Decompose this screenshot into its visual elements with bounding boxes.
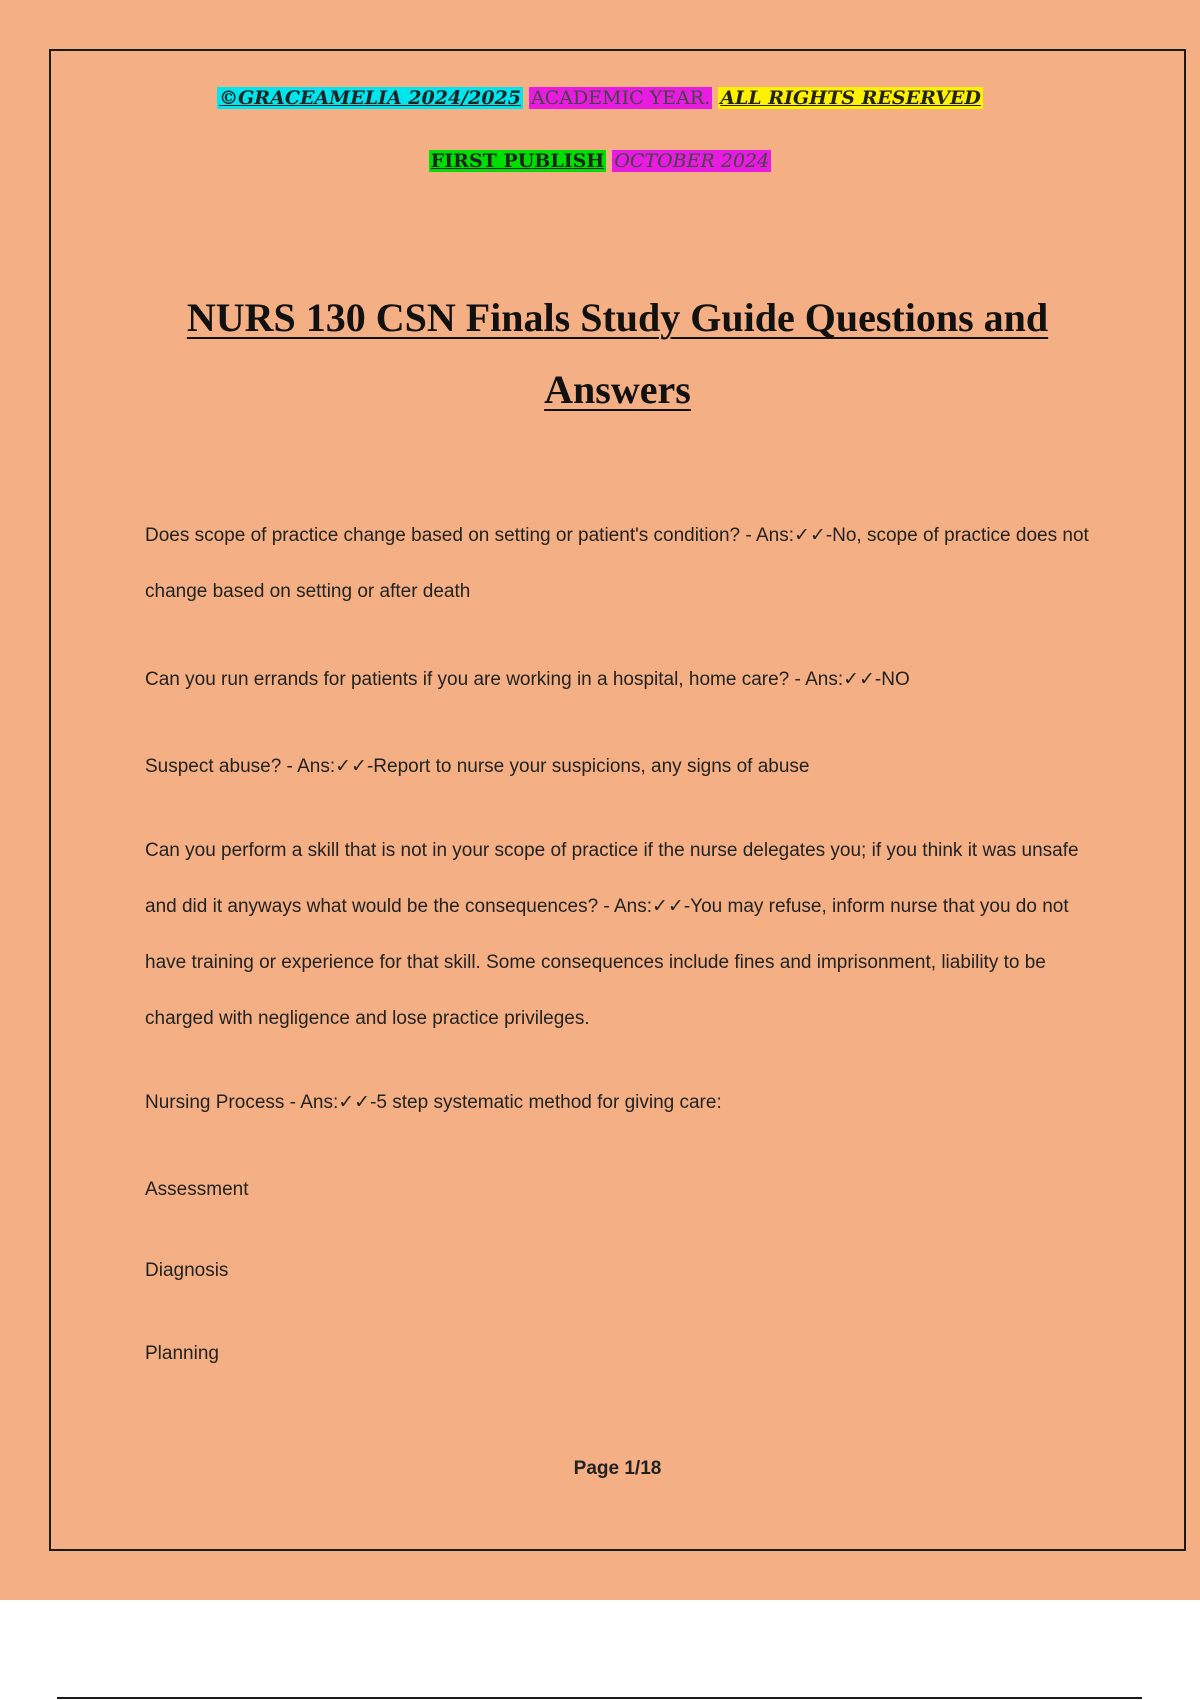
document-title <box>140 282 1095 426</box>
qa-paragraph: Nursing Process - Ans:✓✓-5 step systematic method for giving care: <box>145 1092 722 1113</box>
first-publish-highlight: FIRST PUBLISH <box>430 150 605 172</box>
academic-year-highlight: ACADEMIC YEAR. <box>531 87 711 109</box>
next-page-rule <box>57 1697 1142 1699</box>
qa-paragraph: Does scope of practice change based on setting or patient's condition? - Ans:✓✓-No, scope of practice does not change based on setting or after death <box>145 525 1089 602</box>
page-number: Page 1/18 <box>573 1458 662 1479</box>
qa-paragraph: Suspect abuse? - Ans:✓✓-Report to nurse your suspicions, any signs of abuse <box>145 756 810 777</box>
copyright-header <box>0 85 1200 111</box>
list-item: Assessment <box>145 1179 249 1200</box>
qa-paragraph: Can you perform a skill that is not in your scope of practice if the nurse delegates you; if you think it was unsafe and did it anyways what would be the consequences? - Ans:✓✓-You may refuse, inform nurse that you do not have training or experience for that skill. Some consequences include fines and imprisonment, liability to be charged with negligence and lose practice privileges. <box>145 840 1079 1029</box>
list-item: Planning <box>145 1343 219 1364</box>
rights-reserved-highlight: ALL RIGHTS RESERVED <box>720 87 981 109</box>
publish-header <box>0 148 1200 174</box>
document-title-text: NURS 130 CSN Finals Study Guide Questions and Answers <box>186 295 1049 412</box>
copyright-highlight: ©GRACEAMELIA 2024/2025 <box>219 87 521 109</box>
publish-date-highlight: OCTOBER 2024 <box>614 150 770 172</box>
list-item: Diagnosis <box>145 1260 229 1281</box>
qa-paragraph: Can you run errands for patients if you are working in a hospital, home care? - Ans:✓✓-NO <box>145 669 910 690</box>
